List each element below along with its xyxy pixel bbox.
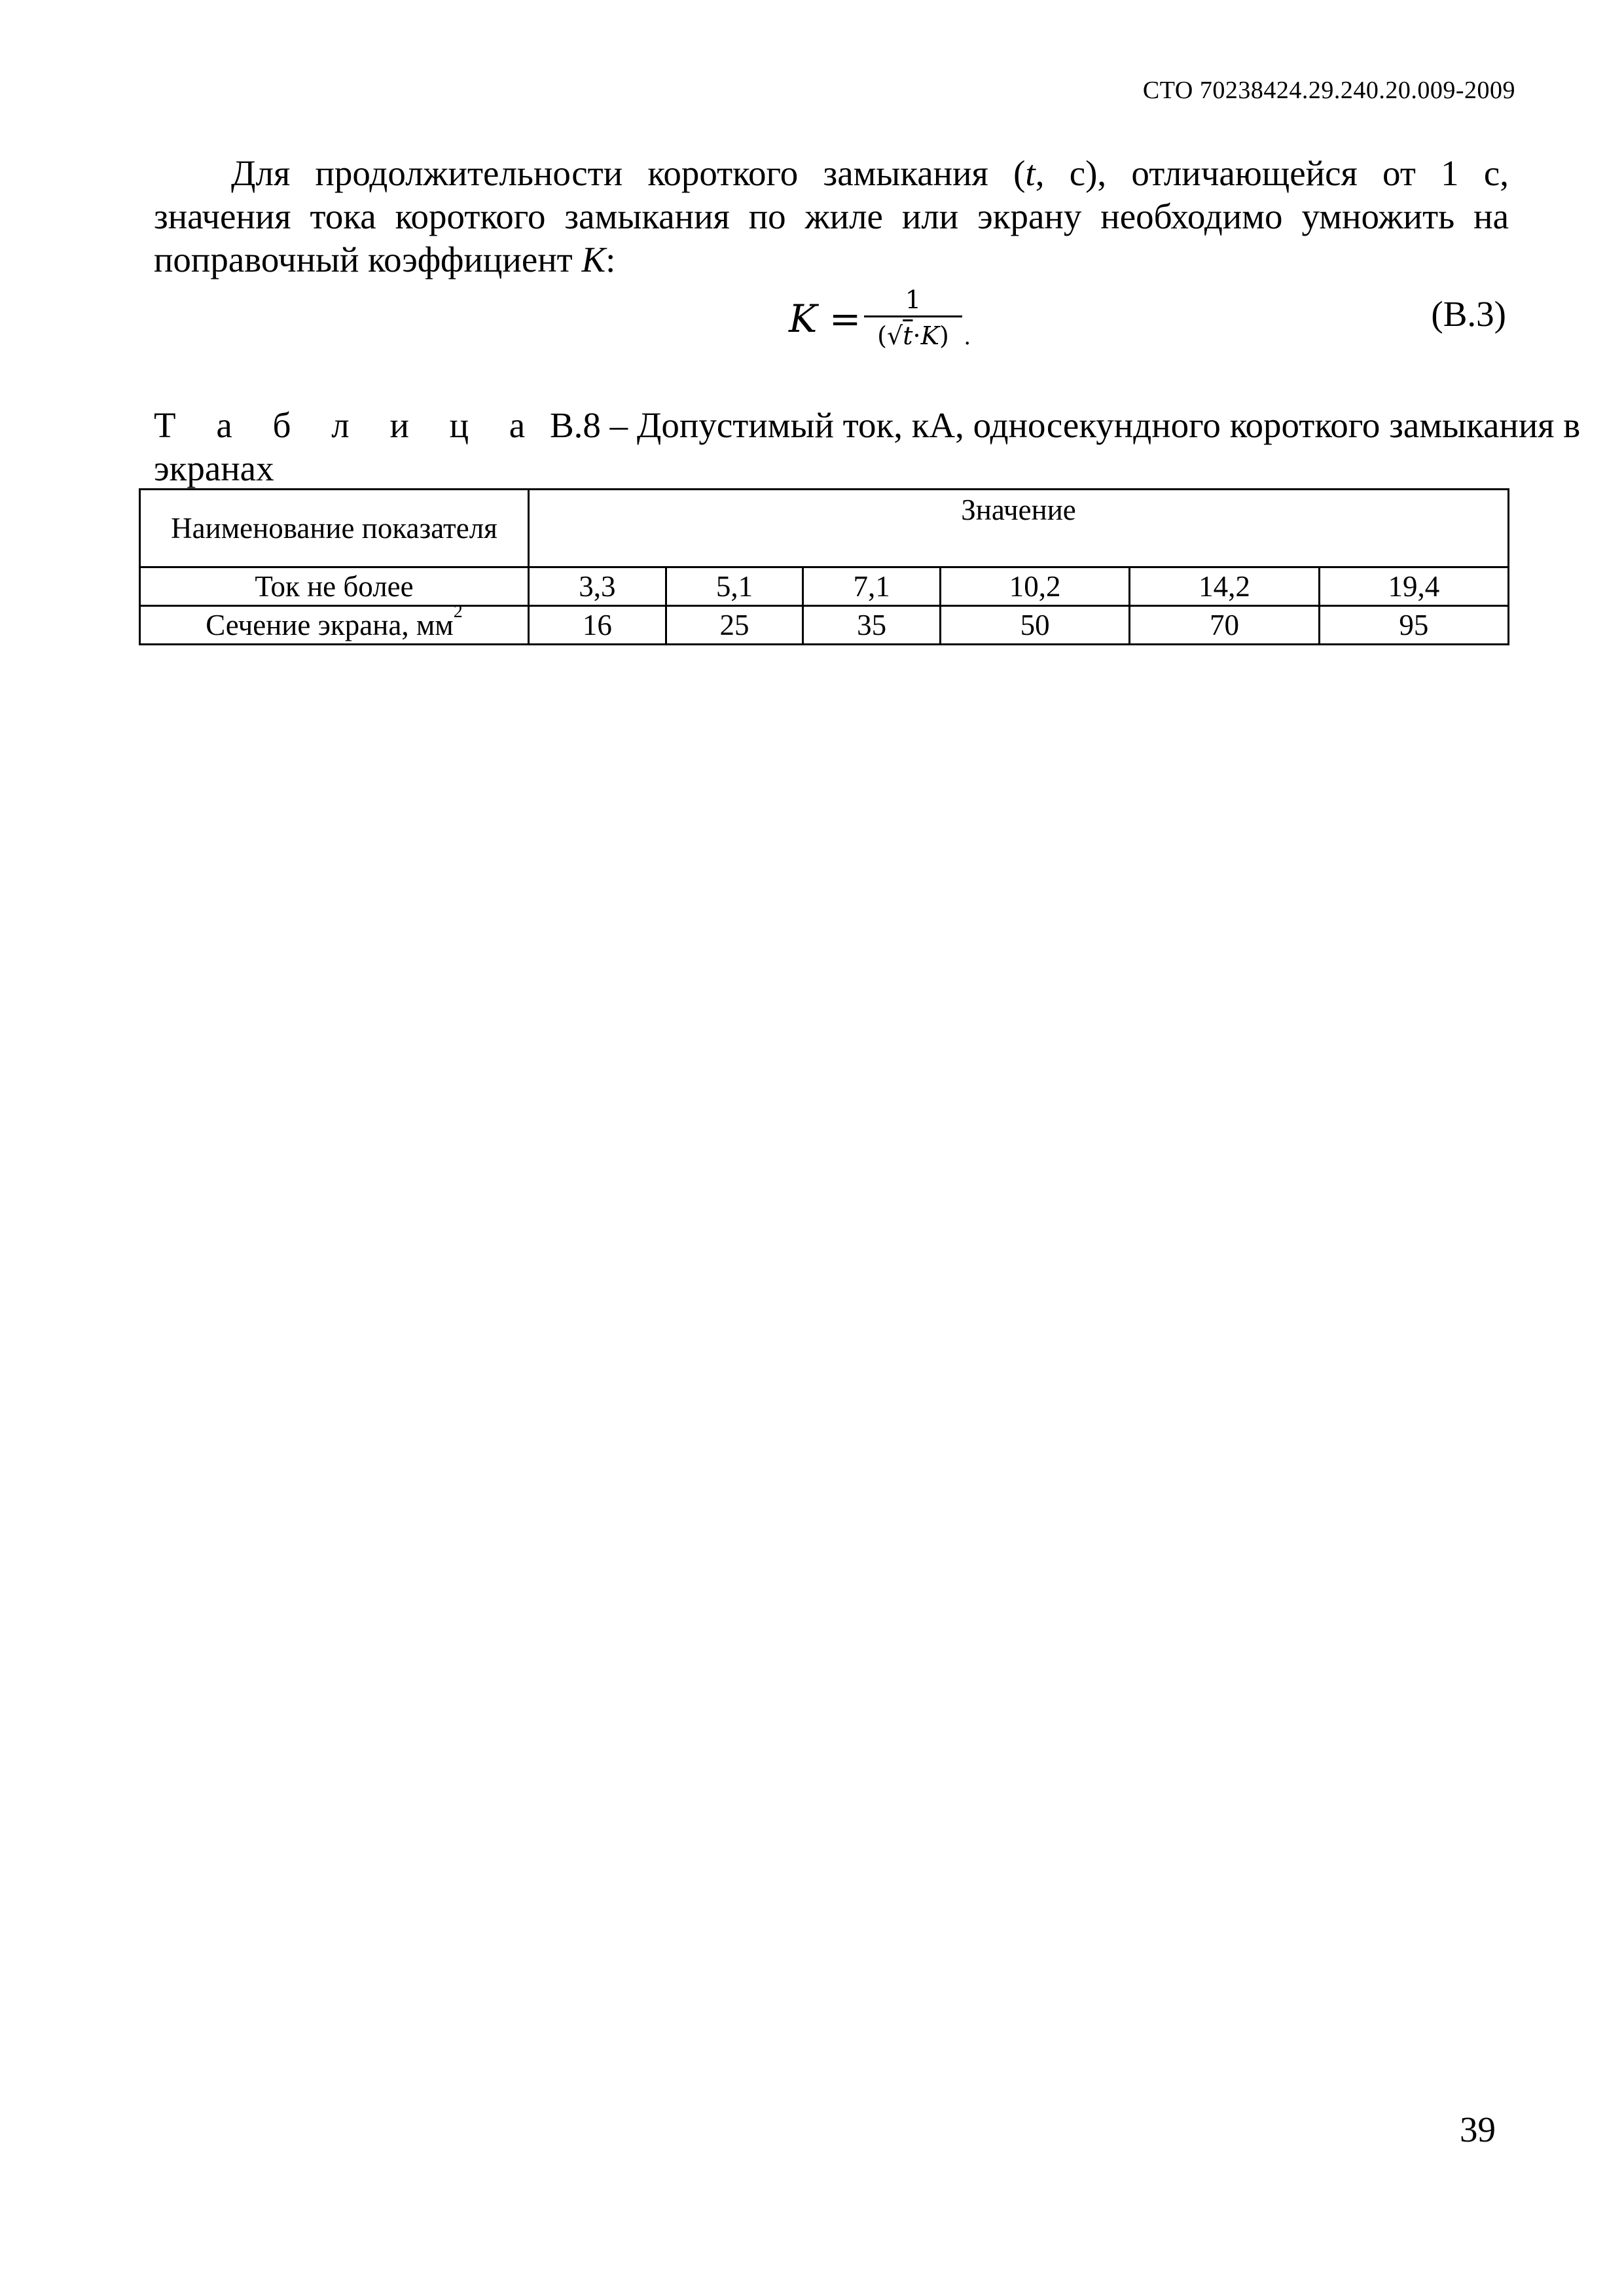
- formula-period: .: [964, 323, 971, 350]
- formula-fraction: [864, 285, 962, 350]
- formula-numerator: 1: [905, 285, 922, 314]
- header-value-cell: Значение: [529, 490, 1509, 567]
- header-name-cell: Наименование показателя: [140, 490, 529, 567]
- body-paragraph: [154, 152, 1509, 281]
- page-number: 39: [1460, 2109, 1496, 2149]
- row-name-text: Сечение экрана, мм: [206, 609, 454, 641]
- formula-b3: [789, 281, 1051, 367]
- table-row: [140, 567, 1509, 606]
- caption-line: [154, 404, 1581, 447]
- variable-t: t: [1025, 153, 1036, 193]
- caption-text: В.8 – Допустимый ток, кА, односекундного короткого замыкания в: [541, 405, 1581, 445]
- value-cell: 7,1: [803, 567, 941, 606]
- paren-close: ): [939, 321, 949, 350]
- data-table: [139, 488, 1509, 645]
- caption-label: Т а б л и ц а: [154, 405, 541, 445]
- paragraph-text: поправочный коэффициент: [154, 240, 582, 279]
- paragraph-text: Для продолжительности короткого замыкания (: [231, 153, 1026, 193]
- value-cell: 70: [1130, 606, 1319, 645]
- table-caption: [154, 404, 1581, 490]
- sqrt-icon: √: [887, 321, 903, 350]
- row-name-cell: [140, 601, 529, 645]
- formula-lhs: K =: [789, 296, 861, 341]
- paren-open: (: [877, 321, 887, 350]
- value-cell: 3,3: [529, 567, 666, 606]
- table-row: [140, 606, 1509, 645]
- document-code: СТО 70238424.29.240.20.009-2009: [1142, 77, 1515, 104]
- paragraph-line: значения тока короткого замыкания по жиле или экрану необходимо умножить на: [154, 196, 1509, 236]
- variable-k: K: [581, 240, 606, 279]
- value-cell: 14,2: [1130, 567, 1319, 606]
- paragraph-text: :: [605, 240, 616, 279]
- paragraph-text: , с), отличающейся от 1 с,: [1035, 153, 1509, 193]
- value-cell: 19,4: [1319, 567, 1508, 606]
- value-cell: 5,1: [666, 567, 803, 606]
- value-cell: 10,2: [941, 567, 1130, 606]
- value-cell: 50: [941, 606, 1130, 645]
- value-cell: 16: [529, 606, 666, 645]
- unit-superscript: 2: [453, 601, 463, 622]
- value-cell: 35: [803, 606, 941, 645]
- row-name-cell: Ток не более: [140, 567, 529, 606]
- variable-k: K: [920, 321, 939, 350]
- formula-denominator: [864, 321, 962, 350]
- table-header-row: [140, 490, 1509, 567]
- variable-t: t: [903, 321, 913, 350]
- caption-line: экранах: [154, 448, 274, 488]
- fraction-bar: [864, 315, 962, 317]
- paragraph-line: [154, 238, 1509, 281]
- multiply-dot: ·: [912, 321, 921, 350]
- equation-number: (В.3): [1431, 294, 1506, 334]
- value-cell: 95: [1319, 606, 1508, 645]
- value-cell: 25: [666, 606, 803, 645]
- paragraph-line: [154, 152, 1509, 195]
